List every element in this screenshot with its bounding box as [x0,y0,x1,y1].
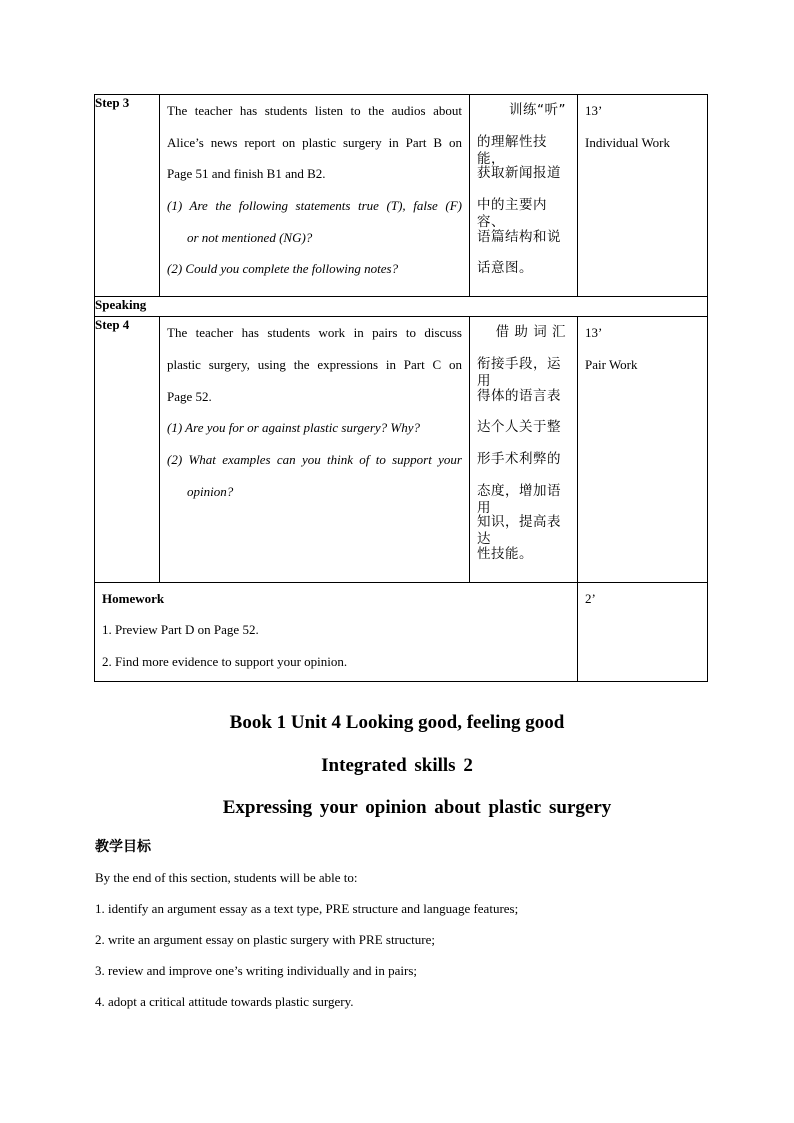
step4-purpose-line: 知识，提高表达 [477,514,561,548]
homework-time: 2’ [585,590,596,606]
homework-cell [95,582,578,681]
objective-item: 1. identify an argument essay as a text type, PRE structure and language features; [95,901,519,916]
homework-item: 1. Preview Part D on Page 52. [102,622,259,638]
objective-item: 2. write an argument essay on plastic surgery with PRE structure; [95,932,435,947]
step3-desc-line: The teacher has students listen to the audios about [167,103,462,118]
objectives-heading: 教学目标 [95,839,151,855]
objective-item: 4. adopt a critical attitude towards plastic surgery. [95,994,354,1009]
objectives-intro: By the end of this section, students will be able to: [95,870,358,885]
lesson-title: Book 1 Unit 4 Looking good, feeling good [229,712,565,733]
step4-purpose [470,317,578,583]
objective-item: 3. review and improve one’s writing individually and in pairs; [95,963,418,978]
step3-purpose-line: 话意图。 [477,260,533,277]
step4-desc-line: plastic surgery, using the expressions in Part C on [167,356,462,372]
homework-label: Homework [102,590,165,606]
step3-question-2: (2) Could you complete the following notes? [167,261,399,277]
lesson-topic: Expressing your opinion about plastic surgery [222,797,612,818]
step4-purpose-line: 衔接手段，运用 [477,355,561,389]
step3-question-1: (1) Are the following statements true (T), false (F) [167,198,462,214]
step3-mode: Individual Work [585,134,671,150]
step3-description [160,95,470,297]
step4-time-mode [578,317,708,583]
step4-question-2-cont: opinion? [187,483,234,499]
speaking-row [95,297,708,317]
step3-question-1-cont: or not mentioned (NG)? [187,229,313,245]
step3-purpose-line: 语篇结构和说 [477,228,561,245]
step4-question-1: (1) Are you for or against plastic surgery? Why? [167,420,420,436]
step3-purpose [470,95,578,297]
step3-purpose-line: 中的主要内容、 [477,197,547,231]
objectives-list [95,868,518,1012]
step3-time-mode [578,95,708,297]
step4-purpose-line: 形手术利弊的 [477,450,561,467]
step4-description [160,317,470,583]
step4-purpose-line: 达个人关于整 [477,419,561,436]
step3-desc-line: Page 51 and finish B1 and B2. [167,166,326,182]
step4-purpose-line: 性技能。 [477,545,533,562]
homework-time-cell [578,582,708,681]
step4-time: 13’ [585,325,603,341]
step3-desc-line: Alice’s news report on plastic surgery in Part B on [167,134,462,150]
step4-desc-line: The teacher has students work in pairs to discuss [167,325,462,341]
homework-item: 2. Find more evidence to support your opinion. [102,654,348,669]
speaking-label: Speaking [95,297,708,317]
step3-time: 13’ [585,103,603,118]
step3-purpose-line: 训练“听” [509,102,566,118]
step4-mode: Pair Work [585,356,638,372]
step3-row [95,95,708,297]
lesson-plan-table [94,94,708,682]
step4-question-2: (2) What examples can you think of to support your [167,451,462,467]
step3-purpose-line: 的理解性技能， [477,133,547,167]
step4-desc-line: Page 52. [167,388,212,404]
step4-row [95,317,708,583]
step4-purpose-line: 借 助 词 汇 [495,324,566,341]
lesson-subtitle: Integrated skills 2 [321,755,473,776]
step4-purpose-line: 得体的语言表 [477,387,561,404]
step3-label: Step 3 [95,95,160,297]
step4-purpose-line: 态度，增加语用 [477,482,561,516]
step4-label: Step 4 [95,317,160,583]
homework-row [95,582,708,681]
step3-purpose-line: 获取新闻报道 [477,165,561,182]
